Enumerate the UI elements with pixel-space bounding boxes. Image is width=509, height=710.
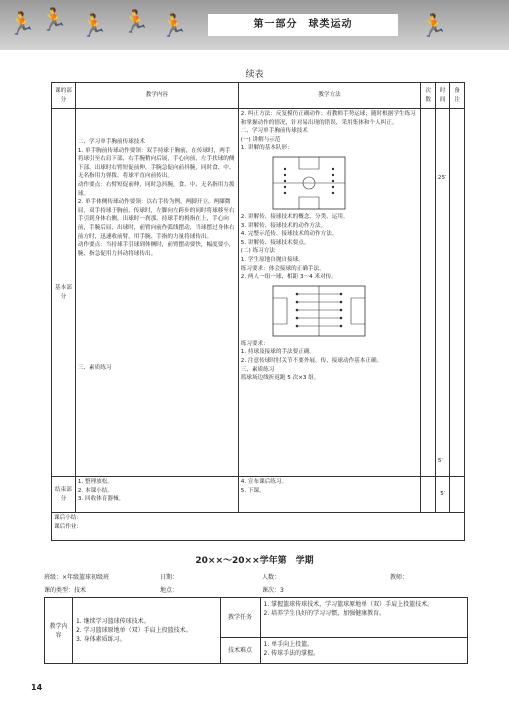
part-end: 结束部分 — [52, 477, 76, 513]
after-class-homework: 课后作业： — [54, 523, 82, 530]
note-end — [450, 477, 465, 513]
runner-icon: 🏃 — [420, 14, 448, 39]
method-end: 4. 宣布课后练习。 5. 下课。 — [238, 477, 421, 513]
after-class — [52, 513, 465, 541]
class-field: 班级：×年级篮球初级班 — [44, 574, 110, 581]
count-end — [421, 477, 436, 513]
date-field: 日期： — [160, 574, 179, 581]
runner-icon: 🏃 — [160, 14, 188, 39]
continued-label: 续表 — [245, 70, 264, 80]
lesson-type-field: 课的类型：技术 — [44, 587, 87, 594]
difficulty-label: 技术难点 — [220, 638, 260, 664]
content-basic — [75, 109, 238, 477]
method-basic — [238, 109, 421, 477]
teaching-tasks: 1. 掌握篮球传球技术，学习篮球原地单（双）手肩上投篮技术。 2. 培养学生良好的学习习惯，加强健康教育。 — [260, 598, 467, 638]
header-note: 备注 — [450, 83, 465, 109]
lower-title: 20××～20××学年第 学期 — [195, 556, 314, 566]
teaching-content: 1. 继续学习篮球传球技术。 2. 学习篮球原地单（双）手肩上投篮技术。 3. 身体素质练习。 — [72, 598, 220, 664]
method-quality: 三、素质练习 篮球场边线折返跑 5 次×3 组。 — [240, 366, 320, 382]
method-basic-text: 2. 纠正方法：反复模仿正确动作；看教师手势运球；随时根据学生练习和掌握动作的情况，针对易出现的错误，采用集体和个人纠正。 二、学习单手胸前传球技术 (一) 讲解与示范 1. 讲解的基本队形： — [240, 111, 416, 152]
note-basic — [450, 109, 465, 477]
lesson-plan-table — [51, 82, 465, 541]
header-part: 课的部分 — [52, 83, 76, 109]
method-basic-steps: 2. 讲解传、接球技术的概念、分类、运用。 3. 讲解传、接球技术的动作方法。 4. 完整示范传、接球技术的动作方法。 5. 讲解传、接球技术要点。 (二) 练习方法 1. 学生原地自抛自接球。 练习要求：体会接球的正确手法。 2. 两人一组一球，相距 3～4 米对传。 — [240, 213, 349, 281]
teaching-content-label: 教学内容 — [45, 598, 73, 664]
section-title: 第一部分 球类运动 — [208, 14, 398, 36]
people-field: 人数： — [262, 574, 281, 581]
after-class-summary: 课后小结： — [54, 515, 82, 521]
court-diagram — [271, 155, 347, 211]
header-time: 时间 — [435, 83, 450, 109]
runner-icon: 🏃 — [80, 14, 108, 39]
runner-icon: 🏃 — [8, 12, 36, 37]
time-basic: 25′ 5′ — [435, 109, 450, 477]
teacher-field: 教师： — [390, 574, 409, 581]
header-banner — [0, 0, 509, 50]
runner-icon: 🏃 — [40, 8, 68, 33]
time-end: 5′ — [435, 477, 450, 513]
difficulty: 1. 单手向上投篮。 2. 传球手法的掌握。 — [260, 638, 467, 664]
lesson-info-table — [44, 597, 468, 664]
header-content: 教学内容 — [75, 83, 238, 109]
part-basic: 基本部分 — [52, 109, 76, 477]
lesson-number-field: 课次：3 — [262, 587, 284, 594]
teaching-tasks-label: 教学任务 — [220, 598, 260, 638]
header-method: 教学方法 — [238, 83, 421, 109]
location-field: 地点： — [160, 587, 179, 594]
page-number: 14 — [31, 683, 43, 692]
content-basic-text: 二、学习单手胸前传球技术 1. 单手胸前传球动作要领：双手持球于胸前，在传球时，两手将球引至右肩下部，右手腕稍向后展，手心向前，左手扶球的侧下部，出球时右臂短促前伸，手腕急促向前抖腕，同时食、中、无名指用力弹拨，将球平直向前传出。 动作要点：右臂短促前伸，同时急抖腕，食、中、无名指用力拨球。 2. 单手体侧传球动作要领：以右手传为例，两脚开立，两膝微屈，双手持球于胸前，传球时，左脚向左跨步的同时将球移至右手引到身体右侧，出球时一刹那，持球手的拇指在上，手心向前，手腕后屈，出球时，前臂向前作弧线摆动，当球摆过身体右前方时，迅速收前臂，用手腕、手指的力量将球传出。 动作要点：当持球手引球到体侧时，前臂摆动要快，幅度要小，腕、指急促用力抖动将球传出。 — [77, 139, 235, 257]
practice-diagram — [271, 284, 367, 338]
content-quality: 三、素质练习 — [77, 365, 112, 372]
header-count: 次数 — [421, 83, 436, 109]
runner-icon: 🏃 — [122, 10, 150, 35]
content-end: 1. 整理放松。 2. 本课小结。 3. 回收体育器械。 — [75, 477, 238, 513]
practice-requirements: 练习要求： 1. 持球及接球的手法要正确。 2. 注意传球时肘关节不要外展，传、接球动作基本正确。 — [240, 340, 383, 364]
count-basic — [421, 109, 436, 477]
